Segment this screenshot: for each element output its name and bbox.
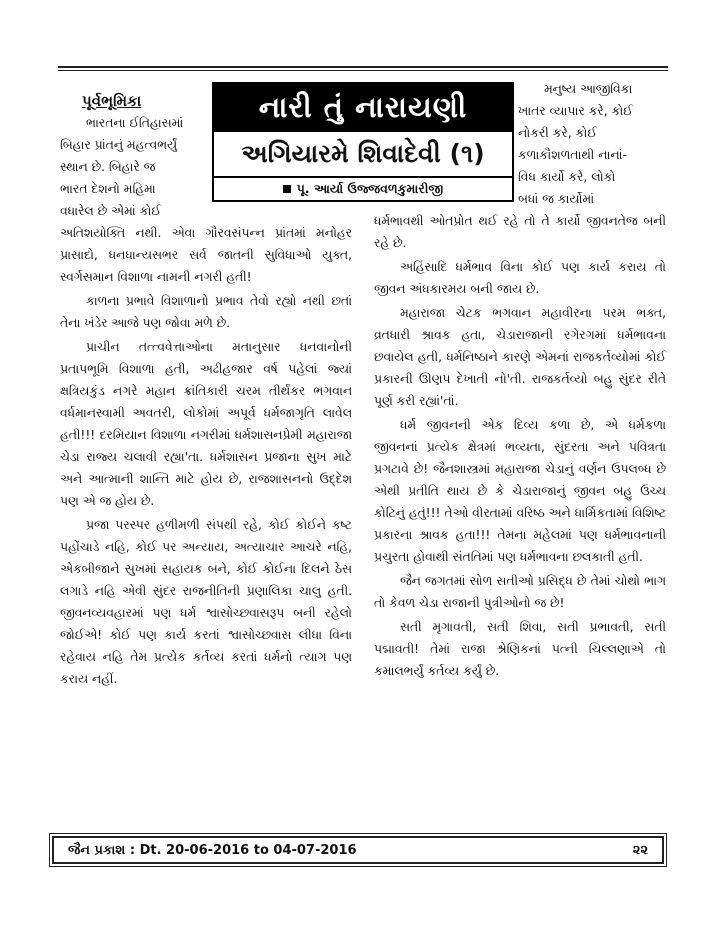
right-narrow-line: ખાતર વ્યાપાર કરે, કોઈ <box>518 104 633 118</box>
article-title: અગિયારમે શિવાદેવી (૧) <box>212 132 514 178</box>
right-narrow-line: કળાકૌશળતાથી નાનાં- <box>518 148 628 162</box>
left-narrow-line: ભારતના ઈતિહાસમાં <box>86 116 184 130</box>
left-narrow-block <box>60 112 208 222</box>
paragraph: અતિશયોક્તિ નથી. એવા ગૌરવસંપન્ન પ્રાંતમાં મનોહર પ્રાસાદો, ધનધાન્યસભર સર્વ જાતની સુવિધાઓ યુક્ત, સ્વર્ગસમાન વિશાળા નામની નગરી હતી! <box>60 226 352 284</box>
right-narrow-line: બધાં જ કાર્યોમાં <box>518 192 595 206</box>
paragraph: ધર્મભાવથી ઓતપ્રોત થઈ રહે તો તે કાર્યો જીવનતેજ બની રહે છે. <box>374 214 666 250</box>
left-column <box>60 90 352 690</box>
paragraph: પ્રાચીન તત્ત્વવેત્તાઓના મતાનુસાર ધનવાનોની પ્રતાપભૂમિ વિશાળા હતી, અઢીહજાર વર્ષ પહેલાં જ્યાં ક્ષત્રિયકુંડ નગરે મહાન ક્રાંતિકારી ચરમ તીર્થંકર ભગવાન વર્ધમાનસ્વામી અવતરી, લોકોમાં અપૂર્વ ધર્મજાગૃતિ લાવેલ હતી!!! દરમિયાન વિશાળા નગરીમાં ધર્મશાસનપ્રેમી મહારાજા ચેડા રાજ્ય ચલાવી રહ્યા'તા. ધર્મશાસન પ્રજાના સુખ માટે અને આત્માની શાન્તિ માટે હોય છે, રાજશાસનનો ઉદ્દેશ પણ એ જ હોય છે. <box>60 340 352 508</box>
right-narrow-line: મનુષ્ય આજીવિકા <box>544 82 633 96</box>
right-column <box>374 78 666 682</box>
right-narrow-line: નોકરી કરે, કોઈ <box>518 126 597 140</box>
top-rule <box>58 66 668 68</box>
right-narrow-block <box>518 78 666 210</box>
left-narrow-line: ભારત દેશનો મહિમા <box>60 182 156 196</box>
paragraph: અહિંસાદિ ધર્મભાવ વિના કોઈ પણ કાર્ય કરાય તો જીવન અંધકારમય બની જાય છે. <box>374 260 666 296</box>
paragraph: ધર્મ જીવનની એક દિવ્ય કળા છે, એ ધર્મકળા જીવનનાં પ્રત્યેક ક્ષેત્રમાં ભવ્યતા, સુંદરતા અને પવિત્રતા પ્રગટાવે છે! જૈનશાસ્ત્રમાં મહારાજા ચેડાનું વર્ણન ઉપલબ્ધ છે એથી પ્રતીતિ થાય છે કે ચેડારાજાનું જીવન બહુ ઉચ્ચ કોટિનું હતું!!! તેઓ વીરતામાં વરિષ્ઠ અને ધાર્મિકતામાં વિશિષ્ટ પ્રકારના શ્રાવક હતા!!! તેમના મહેલમાં પણ ધર્મભાવનાની પ્રચુરતા હોવાથી સંતતિમાં પણ ધર્મભાવના છલકાતી હતી. <box>374 418 666 564</box>
right-narrow-line: વિધ કાર્યો કરે, લોકો <box>518 170 616 184</box>
left-narrow-line: વધારેલ છે એમાં કોઈ <box>60 204 161 218</box>
section-heading: પૂર્વભૂમિકા <box>82 92 142 110</box>
left-narrow-line: બિહાર પ્રાંતનું મહત્વભર્યું <box>60 138 178 152</box>
paragraph: કાળના પ્રભાવે વિશાળાનો પ્રભાવ તેવો રહ્યો નથી છતાં તેના ખંડેર આજે પણ જોવા મળે છે. <box>60 294 352 330</box>
paragraph: મહારાજા ચેટક ભગવાન મહાવીરના પરમ ભક્ત, વ્રતધારી શ્રાવક હતા, ચેડારાજાની રગેરગમાં ધર્મભાવના છવાયેલ હતી, ધર્મનિષ્ઠાને કારણે એમનાં રાજકર્તવ્યોમાં કોઈ પ્રકારની ઊણપ દેખાતી નો'તી. રાજકર્તવ્યો બહુ સુંદર રીતે પૂર્ણ કરી રહ્યાં'તાં. <box>374 306 666 408</box>
paragraph: સતી મૃગાવતી, સતી શિવા, સતી પ્રભાવતી, સતી પદ્માવતી! તેમાં રાજા શ્રેણિકનાં પત્ની ચિલ્લણાએ તો કમાલભર્યું કર્તવ્ય કર્યું છે. <box>374 620 666 678</box>
page-number: ૨૨ <box>632 842 648 858</box>
left-narrow-line: સ્થાન છે. બિહારે જ <box>60 160 156 174</box>
page-footer <box>52 836 664 864</box>
author-name: પૂ. આર્યા ઉજ્જવળકુમારીજી <box>296 181 444 196</box>
paragraph: જૈન જગતમાં સોળ સતીઓ પ્રસિદ્ધ છે તેમાં ચોથો ભાગ તો કેવળ ચેડા રાજાની પુત્રીઓનો જ છે! <box>374 574 666 610</box>
article-series-title: નારી તું નારાયણી <box>212 82 514 132</box>
publication-date: જૈન પ્રકાશ : Dt. 20-06-2016 to 04-07-2016 <box>68 842 357 858</box>
top-rule-thin <box>58 70 668 71</box>
paragraph: પ્રજા પરસ્પર હળીમળી સંપથી રહે, કોઈ કોઈને કષ્ટ પહોંચાડે નહિ, કોઈ પર અન્યાય, અત્યાચાર આચરે નહિ, એકબીજાને સુખમાં સહાયક બને, કોઈ કોઈના દિલને ઠેસ લગાડે નહિ એવી સુંદર રાજનીતિની પ્રણાલિકા ચાલુ હતી. જીવનવ્યવહારમાં પણ ધર્મ શ્વાસોચ્છવાસરૂપ બની રહેલો જોઈએ! કોઈ પણ કાર્ય કરતાં શ્વાસોચ્છ્વાસ લીધા વિના રહેવાય નહિ તેમ પ્રત્યેક કર્તવ્ય કરતાં ધર્મનો ત્યાગ પણ કરાય નહીં. <box>60 518 352 686</box>
